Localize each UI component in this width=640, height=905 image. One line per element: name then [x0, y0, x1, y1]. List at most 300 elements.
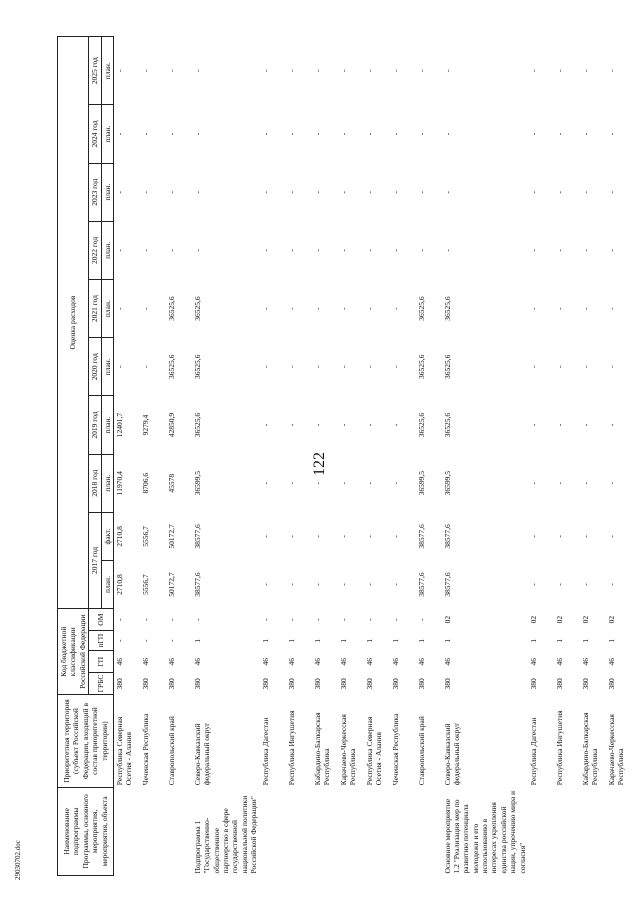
row-om: -: [312, 618, 322, 621]
row-grbs: 380: [286, 678, 296, 690]
row-value: 38577,6: [416, 572, 426, 597]
row-value: -: [166, 132, 176, 136]
row-value: -: [140, 190, 150, 194]
table-row: [416, 37, 442, 876]
row-value: 12401,7: [114, 412, 124, 438]
row-value: 2710,8: [114, 574, 124, 595]
row-value: -: [606, 365, 616, 369]
row-grbs: 380: [554, 678, 564, 690]
row-gp: 46: [260, 658, 270, 666]
row-value: 36525,6: [416, 296, 426, 321]
row-name: [338, 787, 364, 875]
table-row: [606, 37, 632, 876]
row-value: -: [140, 249, 150, 252]
row-value: -: [416, 132, 426, 136]
row-value: -: [338, 365, 348, 369]
row-value: -: [442, 69, 452, 72]
row-grbs: 380: [606, 678, 616, 690]
row-value: -: [580, 481, 590, 485]
row-value: -: [364, 535, 374, 538]
row-value: 45578: [166, 473, 176, 493]
row-value: -: [390, 535, 400, 538]
row-value: 36525,6: [416, 412, 426, 438]
row-pgp: -: [140, 639, 150, 642]
table-row: [140, 37, 166, 876]
row-value: -: [390, 190, 400, 194]
row-pgp: 1: [286, 638, 296, 643]
row-value: -: [580, 583, 590, 586]
row-value: -: [606, 249, 616, 252]
row-value: -: [312, 190, 322, 194]
row-value: -: [312, 423, 322, 427]
row-value: -: [312, 535, 322, 538]
row-value: -: [338, 423, 348, 427]
header-plan: план.: [101, 560, 113, 608]
row-value: -: [114, 365, 124, 369]
row-territory: Карачаево-Черкесская Республика: [606, 714, 626, 786]
row-name: [580, 787, 606, 875]
row-value: -: [114, 190, 124, 194]
row-value: 42850,9: [166, 412, 176, 438]
header-gp: ГП: [89, 651, 114, 673]
header-year: 2021 год: [89, 279, 101, 337]
row-value: -: [338, 249, 348, 252]
row-value: -: [554, 307, 564, 310]
row-grbs: 380: [114, 678, 124, 690]
header-plan: план.: [101, 221, 113, 279]
row-territory: Карачаево-Черкесская Республика: [338, 714, 357, 786]
row-value: -: [260, 69, 270, 72]
table-body: [113, 37, 632, 876]
row-grbs: 380: [260, 678, 270, 690]
row-value: -: [606, 481, 616, 485]
header-territory: Приоритетная территория (субъект Российской Федерации, входящий в состав приоритетной территории): [58, 695, 114, 787]
row-value: -: [286, 132, 296, 136]
row-value: -: [140, 69, 150, 72]
table-row: [338, 37, 364, 876]
table-row: [312, 37, 338, 876]
row-name: [166, 787, 192, 875]
table-row: [113, 37, 140, 876]
row-grbs: 380: [312, 678, 322, 690]
row-value: -: [338, 583, 348, 586]
row-value: 36525,6: [192, 412, 202, 438]
row-value: -: [312, 249, 322, 252]
row-grbs: 380: [416, 678, 426, 690]
header-name: Наименование подпрограммы Программы, основного мероприятия, мероприятия, объекта: [58, 787, 114, 875]
row-value: -: [390, 423, 400, 427]
row-pgp: 1: [442, 638, 452, 643]
row-value: -: [312, 132, 322, 136]
row-om: -: [416, 618, 426, 621]
row-gp: 46: [416, 658, 426, 666]
row-gp: 46: [312, 658, 322, 666]
row-value: 2710,8: [114, 526, 124, 547]
row-value: -: [554, 190, 564, 194]
row-value: 5556,7: [140, 526, 150, 547]
header-plan: план.: [101, 279, 113, 337]
row-gp: 46: [580, 658, 590, 666]
row-om: 02: [528, 615, 538, 624]
row-value: -: [416, 249, 426, 252]
row-value: 36525,6: [442, 412, 452, 438]
row-pgp: 1: [364, 638, 374, 643]
row-value: -: [338, 69, 348, 72]
row-value: -: [166, 69, 176, 72]
row-om: -: [364, 618, 374, 621]
row-om: 02: [606, 615, 616, 624]
row-value: -: [338, 307, 348, 310]
row-value: -: [286, 249, 296, 252]
row-name: [606, 787, 632, 875]
row-value: -: [554, 535, 564, 538]
row-pgp: -: [114, 639, 124, 642]
row-value: -: [192, 132, 202, 136]
row-value: 36599,5: [442, 471, 452, 496]
row-value: 36599,5: [416, 471, 426, 496]
row-value: -: [192, 69, 202, 72]
row-territory: Ставропольский край: [166, 716, 176, 786]
row-om: 02: [554, 615, 564, 624]
table-row: [286, 37, 312, 876]
row-grbs: 380: [140, 678, 150, 690]
row-value: -: [416, 69, 426, 72]
row-name: [140, 787, 166, 875]
row-pgp: 1: [260, 638, 270, 643]
row-value: -: [364, 132, 374, 136]
row-value: -: [338, 535, 348, 538]
row-om: -: [114, 618, 124, 621]
row-value: 36525,6: [166, 296, 176, 321]
header-grbs: ГРБС: [89, 673, 114, 695]
row-value: -: [364, 583, 374, 586]
row-value: -: [390, 365, 400, 369]
row-name: [260, 787, 286, 875]
row-value: -: [338, 190, 348, 194]
row-value: -: [260, 481, 270, 485]
row-value: -: [286, 423, 296, 427]
row-grbs: 380: [528, 678, 538, 690]
header-year: 2018 год: [89, 454, 101, 512]
row-value: -: [554, 132, 564, 136]
header-plan: план.: [101, 454, 113, 512]
header-year: 2019 год: [89, 396, 101, 454]
row-gp: 46: [166, 658, 176, 666]
row-value: -: [286, 307, 296, 310]
row-value: -: [528, 535, 538, 538]
row-value: -: [606, 69, 616, 72]
header-plan: план.: [101, 37, 113, 105]
row-grbs: 380: [580, 678, 590, 690]
row-gp: 46: [192, 658, 202, 666]
row-value: -: [528, 365, 538, 369]
row-om: -: [338, 618, 348, 621]
header-year: 2020 год: [89, 338, 101, 396]
row-value: -: [580, 307, 590, 310]
row-gp: 46: [442, 658, 452, 666]
header-year: 2023 год: [89, 163, 101, 221]
row-grbs: 380: [442, 678, 452, 690]
row-grbs: 380: [364, 678, 374, 690]
header-year: 2017 год: [89, 512, 101, 608]
row-value: -: [606, 190, 616, 194]
row-value: -: [166, 249, 176, 252]
row-territory: Республика Ингушетия: [554, 710, 564, 786]
row-value: -: [580, 535, 590, 538]
row-value: 36525,6: [166, 354, 176, 379]
row-value: -: [606, 132, 616, 136]
row-gp: 46: [286, 658, 296, 666]
row-grbs: 380: [192, 678, 202, 690]
header-plan: план.: [101, 338, 113, 396]
row-value: -: [338, 132, 348, 136]
row-name: Основное мероприятие 1.2 "Реализация мер по развитию потенциала молодежи и его использованию в интересах укрепления единства российской нации, упрочению мира и согласия": [442, 790, 527, 874]
row-om: -: [260, 618, 270, 621]
row-value: -: [442, 190, 452, 194]
header-pgp: пГП: [89, 631, 114, 651]
row-value: -: [606, 423, 616, 427]
row-name: [312, 787, 338, 875]
row-value: -: [528, 307, 538, 310]
row-value: -: [416, 190, 426, 194]
row-value: -: [580, 132, 590, 136]
row-value: 36525,6: [442, 296, 452, 321]
row-value: -: [140, 132, 150, 136]
row-value: -: [286, 365, 296, 369]
row-value: -: [528, 423, 538, 427]
row-value: -: [286, 190, 296, 194]
row-value: -: [260, 307, 270, 310]
row-value: -: [260, 132, 270, 136]
header-budget-code: Код бюджетной классификации Российской Федерации: [58, 609, 89, 695]
row-pgp: 1: [390, 638, 400, 643]
row-value: -: [528, 190, 538, 194]
table-row: [554, 37, 580, 876]
row-gp: 46: [364, 658, 374, 666]
row-value: -: [286, 535, 296, 538]
row-gp: 46: [528, 658, 538, 666]
row-value: -: [364, 365, 374, 369]
row-value: 5556,7: [140, 574, 150, 595]
row-value: -: [364, 249, 374, 252]
row-name: [554, 787, 580, 875]
row-value: 8706,6: [140, 472, 150, 494]
row-value: -: [364, 190, 374, 194]
row-value: -: [114, 307, 124, 310]
table-row: [166, 37, 192, 876]
row-value: -: [260, 535, 270, 538]
row-value: -: [580, 365, 590, 369]
row-value: -: [528, 69, 538, 72]
row-grbs: 380: [390, 678, 400, 690]
row-pgp: 1: [338, 638, 348, 643]
row-territory: Республика Северная Осетия - Алания: [364, 716, 383, 786]
table-row: [260, 37, 286, 876]
row-value: -: [390, 481, 400, 485]
row-om: -: [140, 618, 150, 621]
row-territory: Северо-Кавказский федеральный округ: [442, 722, 461, 786]
row-value: -: [192, 249, 202, 252]
table-row: [442, 37, 528, 876]
row-name: [390, 787, 416, 875]
row-value: -: [140, 365, 150, 369]
row-name: [364, 787, 390, 875]
row-value: -: [286, 583, 296, 586]
row-value: -: [528, 249, 538, 252]
row-value: -: [442, 249, 452, 252]
row-value: -: [580, 423, 590, 427]
row-value: -: [114, 249, 124, 252]
table-row: [192, 37, 260, 876]
row-value: -: [312, 307, 322, 310]
row-pgp: 1: [528, 638, 538, 643]
row-pgp: 1: [416, 638, 426, 643]
row-value: -: [338, 481, 348, 485]
table-row: [580, 37, 606, 876]
budget-table-container: [57, 36, 626, 876]
row-om: -: [390, 618, 400, 621]
row-territory: Республика Северная Осетия - Алания: [114, 716, 134, 786]
row-name: [286, 787, 312, 875]
row-value: -: [580, 190, 590, 194]
row-territory: Ставропольский край: [416, 716, 426, 786]
row-value: -: [390, 69, 400, 72]
row-value: -: [364, 307, 374, 310]
header-estimate: Оценка расходов: [58, 37, 89, 609]
row-value: -: [554, 481, 564, 485]
row-value: -: [260, 583, 270, 586]
row-value: -: [442, 132, 452, 136]
row-pgp: -: [166, 639, 176, 642]
row-name: [113, 787, 140, 875]
row-value: -: [260, 249, 270, 252]
row-value: 36599,5: [192, 471, 202, 496]
row-om: 02: [580, 615, 590, 624]
row-value: 50172,7: [166, 572, 176, 597]
row-grbs: 380: [338, 678, 348, 690]
row-value: -: [312, 69, 322, 72]
row-name: [416, 787, 442, 875]
row-pgp: 1: [554, 638, 564, 643]
row-value: -: [554, 583, 564, 586]
row-gp: 46: [338, 658, 348, 666]
row-value: -: [580, 69, 590, 72]
row-value: -: [390, 132, 400, 136]
row-value: -: [114, 69, 124, 72]
footer-filename: 29030702.doc: [14, 840, 22, 880]
row-value: -: [260, 190, 270, 194]
row-value: -: [528, 481, 538, 485]
row-pgp: 1: [606, 638, 616, 643]
row-pgp: 1: [312, 638, 322, 643]
row-pgp: 1: [580, 638, 590, 643]
row-value: -: [260, 365, 270, 369]
row-value: -: [606, 583, 616, 586]
row-territory: Республика Дагестан: [260, 717, 270, 786]
row-territory: Республика Дагестан: [528, 717, 538, 786]
row-value: 38577,6: [442, 572, 452, 597]
row-value: -: [390, 583, 400, 586]
row-territory: Северо-Кавказский федеральный округ: [192, 722, 212, 786]
row-value: 9279,4: [140, 414, 150, 436]
row-om: -: [192, 618, 202, 621]
budget-table: [57, 36, 632, 876]
row-territory: Республика Ингушетия: [286, 710, 296, 786]
row-territory: Кабардино-Балкарская Республика: [312, 712, 331, 786]
row-value: -: [364, 69, 374, 72]
row-value: -: [364, 481, 374, 485]
row-gp: 46: [606, 658, 616, 666]
row-grbs: 380: [166, 678, 176, 690]
header-plan: план.: [101, 163, 113, 221]
row-value: -: [528, 583, 538, 586]
row-value: 38577,6: [192, 524, 202, 549]
row-name: [528, 787, 554, 875]
header-year: 2022 год: [89, 221, 101, 279]
row-value: -: [580, 249, 590, 252]
header-plan: план.: [101, 105, 113, 163]
row-value: -: [606, 535, 616, 538]
header-om: ОМ: [89, 609, 114, 631]
row-om: 02: [442, 615, 452, 624]
row-gp: 46: [390, 658, 400, 666]
row-value: -: [114, 132, 124, 136]
row-value: -: [554, 423, 564, 427]
row-value: 36525,6: [192, 354, 202, 379]
row-pgp: 1: [192, 638, 202, 643]
row-name: Подпрограмма 1 "Государственно-общественное партнерство в сфере государственной национальной политики Российской Федерации": [192, 795, 259, 874]
row-value: -: [606, 307, 616, 310]
row-value: -: [312, 365, 322, 369]
table-row: [528, 37, 554, 876]
row-value: 36525,6: [416, 354, 426, 379]
row-gp: 46: [114, 658, 124, 666]
row-value: 36525,6: [192, 296, 202, 321]
row-value: 36525,6: [442, 354, 452, 379]
row-value: 38577,6: [416, 524, 426, 549]
table-row: [390, 37, 416, 876]
row-value: -: [554, 365, 564, 369]
row-gp: 46: [140, 658, 150, 666]
row-om: -: [286, 618, 296, 621]
row-value: -: [286, 481, 296, 485]
row-value: 50172,7: [166, 524, 176, 549]
row-value: -: [312, 583, 322, 586]
row-territory: Чеченская Республика: [390, 713, 400, 786]
row-value: -: [528, 132, 538, 136]
row-value: -: [364, 423, 374, 427]
row-om: -: [166, 618, 176, 621]
row-value: -: [390, 249, 400, 252]
row-value: -: [390, 307, 400, 310]
row-value: -: [260, 423, 270, 427]
row-value: 38577,6: [442, 524, 452, 549]
row-value: 38577,6: [192, 572, 202, 597]
header-plan: план.: [101, 396, 113, 454]
row-value: -: [554, 69, 564, 72]
row-value: -: [286, 69, 296, 72]
row-territory: Чеченская Республика: [140, 713, 150, 786]
row-value: -: [192, 190, 202, 194]
header-fact: факт.: [101, 512, 113, 560]
row-value: -: [554, 249, 564, 252]
table-row: [364, 37, 390, 876]
row-value: -: [140, 307, 150, 310]
row-gp: 46: [554, 658, 564, 666]
row-value: -: [312, 481, 322, 485]
row-value: -: [166, 190, 176, 194]
header-year: 2024 год: [89, 105, 101, 163]
